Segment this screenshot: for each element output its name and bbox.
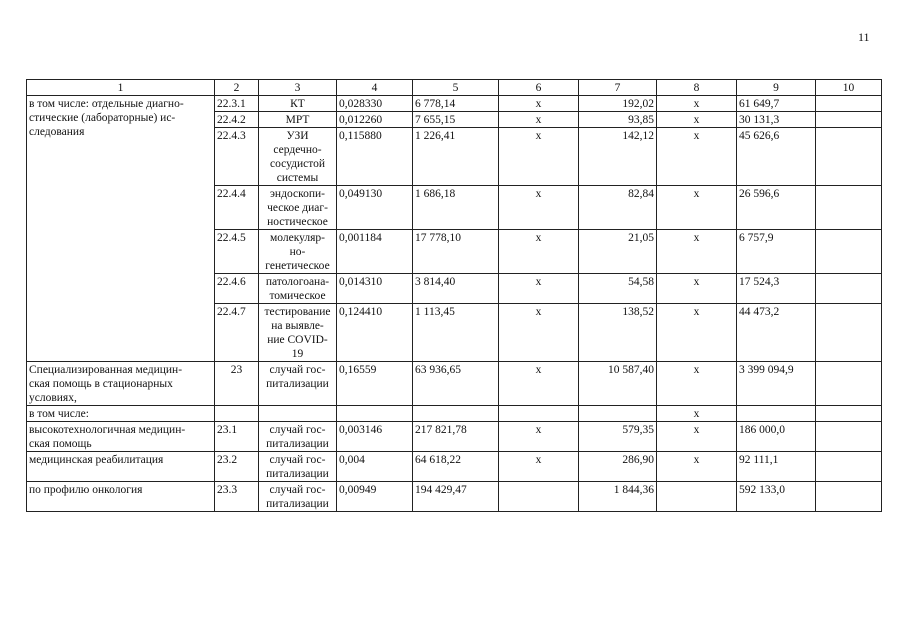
row-cost: 1 226,41 [413,128,499,186]
row-c6: х [499,452,579,482]
row-c7: 138,52 [579,304,657,362]
header-cell: 1 [27,80,215,96]
header-cell: 3 [259,80,337,96]
row-c10 [816,304,882,362]
row-c10 [816,112,882,128]
row-code: 22.4.4 [215,186,259,230]
row-norm: 0,00949 [337,482,413,512]
row-cost: 7 655,15 [413,112,499,128]
row-unit: КТ [259,96,337,112]
row-c7: 93,85 [579,112,657,128]
row-label: высокотехнологичная медицин- ская помощь [27,422,215,452]
row-c7: 21,05 [579,230,657,274]
row-c10 [816,406,882,422]
row-norm: 0,124410 [337,304,413,362]
row-c9: 92 111,1 [737,452,816,482]
row-unit: УЗИ сердечно- сосудистой системы [259,128,337,186]
row-cost [413,406,499,422]
row-c7: 82,84 [579,186,657,230]
row-c10 [816,452,882,482]
row-c9: 6 757,9 [737,230,816,274]
row-cost: 217 821,78 [413,422,499,452]
row-norm: 0,012260 [337,112,413,128]
row-c10 [816,274,882,304]
row-c9: 45 626,6 [737,128,816,186]
page-number: 11 [858,30,870,44]
row-norm: 0,001184 [337,230,413,274]
row-c8: х [657,452,737,482]
row-c8: х [657,362,737,406]
row-c6: х [499,274,579,304]
row-unit [259,406,337,422]
row-unit: молекуляр- но- генетическое [259,230,337,274]
row-unit: тестирование на выявле- ние COVID- 19 [259,304,337,362]
row-code: 23.2 [215,452,259,482]
row-c8: х [657,128,737,186]
row-cost: 194 429,47 [413,482,499,512]
row-c9: 186 000,0 [737,422,816,452]
row-code: 23 [215,362,259,406]
row-code: 23.1 [215,422,259,452]
row-c6 [499,482,579,512]
table-row [27,96,882,112]
row-label: по профилю онкология [27,482,215,512]
row-c8: х [657,230,737,274]
group-label: в том числе: отдельные диагно- стические (лабораторные) ис- следования [27,96,215,362]
row-c9: 26 596,6 [737,186,816,230]
row-unit: случай гос- питализации [259,452,337,482]
header-cell: 4 [337,80,413,96]
row-c9: 3 399 094,9 [737,362,816,406]
row-c10 [816,230,882,274]
row-c8: х [657,112,737,128]
row-c9 [737,406,816,422]
table-row [27,406,882,422]
row-label: медицинская реабилитация [27,452,215,482]
row-norm: 0,028330 [337,96,413,112]
row-label: в том числе: [27,406,215,422]
row-code: 22.4.7 [215,304,259,362]
row-cost: 17 778,10 [413,230,499,274]
row-c7: 1 844,36 [579,482,657,512]
row-cost: 1 113,45 [413,304,499,362]
row-c8: х [657,96,737,112]
row-unit: случай гос- питализации [259,362,337,406]
row-c10 [816,482,882,512]
row-c6: х [499,186,579,230]
row-code: 22.3.1 [215,96,259,112]
header-cell: 2 [215,80,259,96]
row-code: 22.4.6 [215,274,259,304]
row-c7: 192,02 [579,96,657,112]
row-c6: х [499,304,579,362]
row-c9: 44 473,2 [737,304,816,362]
row-cost: 6 778,14 [413,96,499,112]
row-c9: 30 131,3 [737,112,816,128]
row-c10 [816,128,882,186]
row-cost: 1 686,18 [413,186,499,230]
row-c7: 10 587,40 [579,362,657,406]
row-c9: 17 524,3 [737,274,816,304]
row-label: Специализированная медицин- ская помощь в стационарных условиях, [27,362,215,406]
row-c6: х [499,362,579,406]
row-norm: 0,003146 [337,422,413,452]
row-c8: х [657,274,737,304]
row-c8: х [657,304,737,362]
table-row [27,362,882,406]
row-code [215,406,259,422]
row-unit: случай гос- питализации [259,422,337,452]
row-c6: х [499,96,579,112]
row-c8: х [657,406,737,422]
row-c8 [657,482,737,512]
row-c6: х [499,112,579,128]
row-c7: 54,58 [579,274,657,304]
row-code: 22.4.3 [215,128,259,186]
row-unit: случай гос- питализации [259,482,337,512]
row-c8: х [657,186,737,230]
row-cost: 3 814,40 [413,274,499,304]
row-norm: 0,049130 [337,186,413,230]
header-cell: 5 [413,80,499,96]
header-cell: 7 [579,80,657,96]
header-cell: 10 [816,80,882,96]
row-unit: МРТ [259,112,337,128]
row-unit: патологоана- томическое [259,274,337,304]
row-c7: 286,90 [579,452,657,482]
row-norm [337,406,413,422]
row-c6: х [499,128,579,186]
table-row [27,482,882,512]
row-c10 [816,422,882,452]
row-c10 [816,186,882,230]
row-cost: 64 618,22 [413,452,499,482]
tariff-table [26,79,882,512]
row-c7 [579,406,657,422]
row-c7: 142,12 [579,128,657,186]
row-c8: х [657,422,737,452]
table-row [27,422,882,452]
header-cell: 9 [737,80,816,96]
row-c6: х [499,422,579,452]
header-row [27,80,882,96]
row-c10 [816,96,882,112]
header-cell: 6 [499,80,579,96]
row-c7: 579,35 [579,422,657,452]
row-code: 22.4.2 [215,112,259,128]
row-code: 22.4.5 [215,230,259,274]
row-norm: 0,004 [337,452,413,482]
table-row [27,452,882,482]
header-cell: 8 [657,80,737,96]
row-cost: 63 936,65 [413,362,499,406]
row-c10 [816,362,882,406]
row-c9: 61 649,7 [737,96,816,112]
row-norm: 0,014310 [337,274,413,304]
row-unit: эндоскопи- ческое диаг- ностическое [259,186,337,230]
row-code: 23.3 [215,482,259,512]
row-c6: х [499,230,579,274]
row-c9: 592 133,0 [737,482,816,512]
row-c6 [499,406,579,422]
row-norm: 0,115880 [337,128,413,186]
row-norm: 0,16559 [337,362,413,406]
